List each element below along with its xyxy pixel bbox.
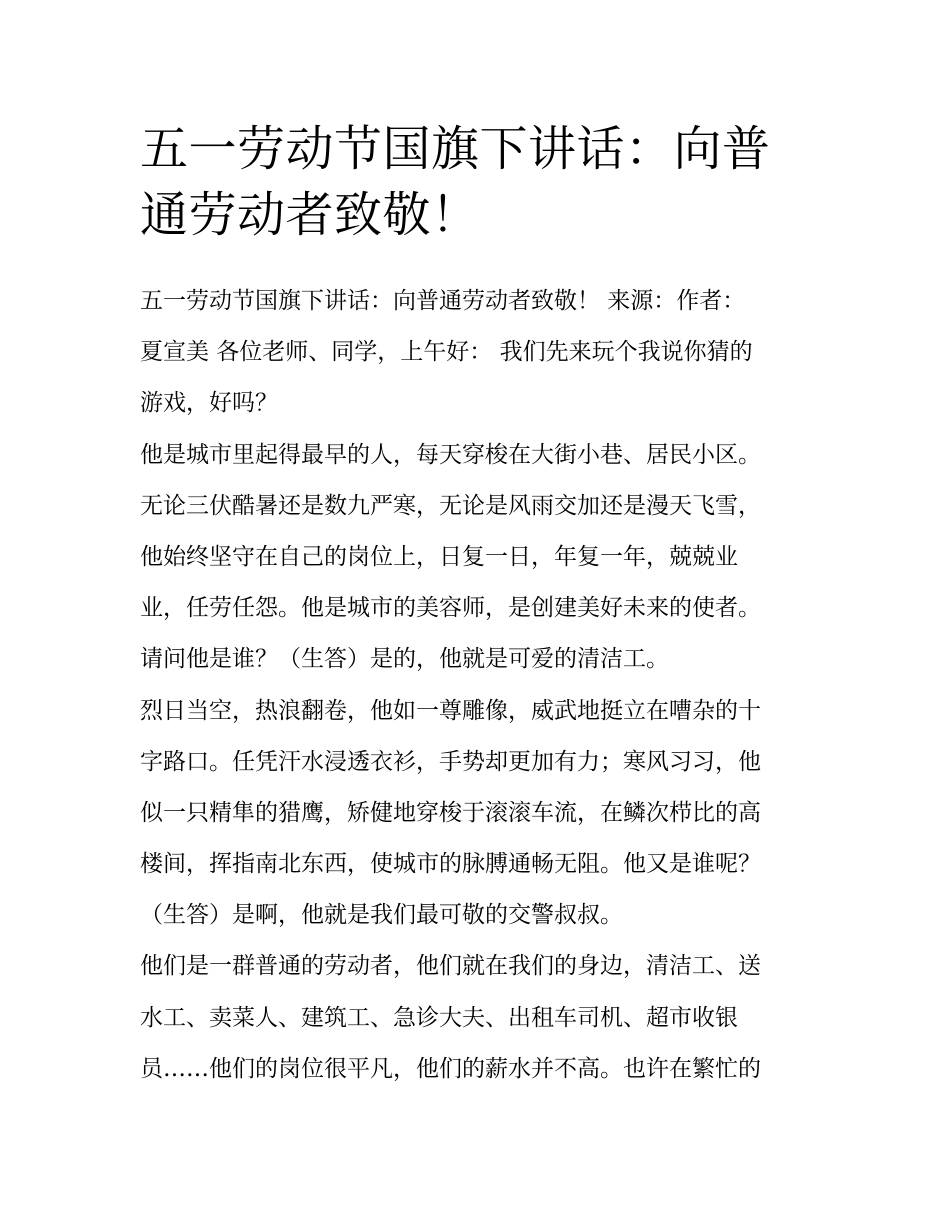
paragraph-ordinary-workers [140, 941, 820, 1095]
text-line: 游戏，好吗？ [140, 390, 278, 417]
text-line: 他是城市里起得最早的人，每天穿梭在大街小巷、居民小区。 [140, 441, 761, 468]
text-line: 似一只精隼的猎鹰，矫健地穿梭于滚滚车流，在鳞次栉比的高 [140, 799, 761, 826]
text-line: 无论三伏酷暑还是数九严寒，无论是风雨交加还是漫天飞雪， [140, 492, 761, 519]
text-line: 请问他是谁？（生答）是的，他就是可爱的清洁工。 [140, 646, 669, 673]
text-line: 烈日当空，热浪翻卷，他如一尊雕像，威武地挺立在嘈杂的十 [140, 697, 761, 724]
text-line: 楼间，挥指南北东西，使城市的脉膊通畅无阻。他又是谁呢？ [140, 851, 761, 878]
text-line: 水工、卖菜人、建筑工、急诊大夫、出租车司机、超市收银 [140, 1004, 738, 1031]
text-line: 夏宣美 各位老师、同学，上午好： 我们先来玩个我说你猜的 [140, 339, 753, 366]
document-body [140, 276, 820, 1095]
text-line: （生答）是啊，他就是我们最可敬的交警叔叔。 [140, 902, 623, 929]
title-line: 通劳动者致敬！ [140, 187, 480, 243]
text-line: 五一劳动节国旗下讲话：向普通劳动者致敬！ 来源：作者： [140, 288, 746, 314]
paragraph-traffic-police [140, 686, 820, 942]
paragraph-intro [140, 276, 820, 430]
paragraph-cleaner [140, 430, 820, 686]
title-line: 五一劳动节国旗下讲话：向普 [140, 121, 771, 177]
text-line: 字路口。任凭汗水浸透衣衫，手势却更加有力；寒风习习，他 [140, 748, 761, 775]
text-line: 业，任劳任怨。他是城市的美容师，是创建美好未来的使者。 [140, 595, 761, 622]
document-title [140, 116, 820, 248]
text-line: 他始终坚守在自己的岗位上，日复一日，年复一年，兢兢业 [140, 543, 738, 570]
text-line: 员……他们的岗位很平凡，他们的薪水并不高。也许在繁忙的 [140, 1055, 761, 1082]
text-line: 他们是一群普通的劳动者，他们就在我们的身边，清洁工、送 [140, 953, 761, 980]
